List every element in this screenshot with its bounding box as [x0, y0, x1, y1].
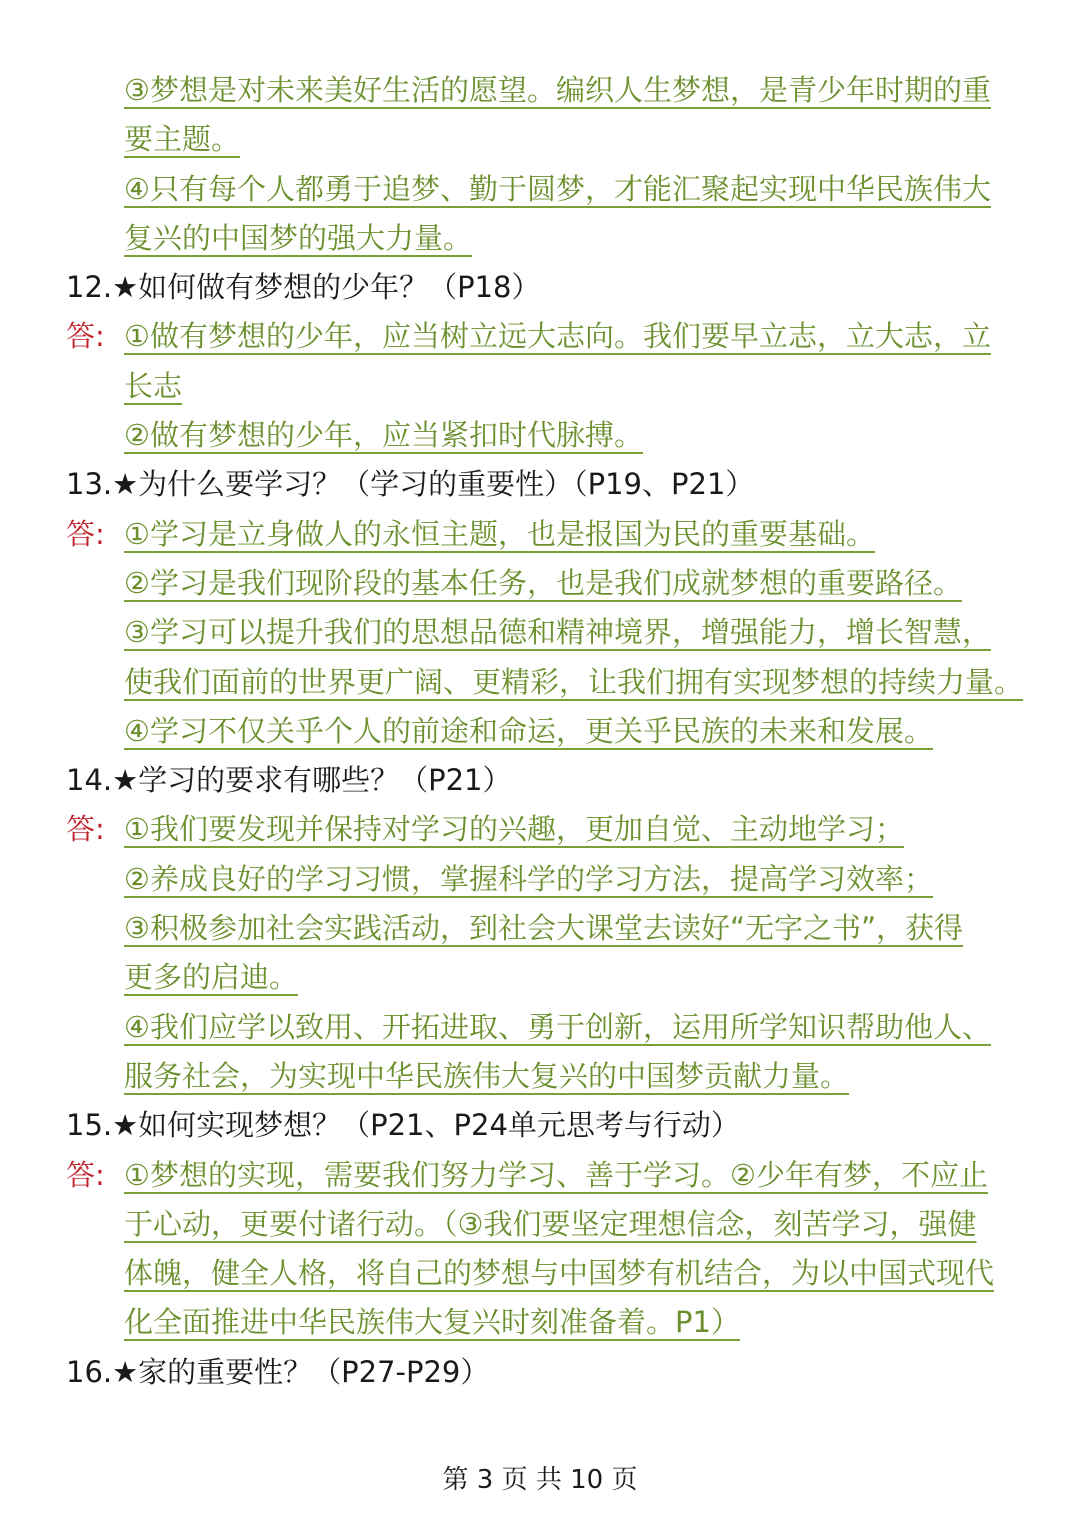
answer-text: ④我们应学以致用、开拓进取、勇于创新，运用所学知识帮助他人、 [124, 1009, 991, 1044]
answer-label: 答: [66, 812, 105, 847]
answer-text: 于心动，更要付诸行动。（③我们要坚定理想信念，刻苦学习，强健 [124, 1206, 977, 1241]
question-15 [0, 1101, 1080, 1150]
answer-line [0, 1200, 1080, 1249]
answer-line [0, 214, 1080, 263]
page-footer: 第 3 页 共 10 页 [442, 1465, 638, 1495]
answer-line [0, 658, 1080, 707]
answer-text: ④只有每个人都勇于追梦、勤于圆梦，才能汇聚起实现中华民族伟大 [124, 171, 991, 206]
question-16 [0, 1348, 1080, 1397]
answer-text: 要主题。 [124, 122, 241, 157]
answer-text: ①我们要发现并保持对学习的兴趣，更加自觉、主动地学习； [124, 812, 904, 847]
answer-text: 体魄，健全人格，将自己的梦想与中国梦有机结合，为以中国式现代 [124, 1256, 995, 1291]
answer-text: ③梦想是对未来美好生活的愿望。编织人生梦想，是青少年时期的重 [124, 73, 991, 107]
answer-line [0, 165, 1080, 214]
question-text: 12.★如何做有梦想的少年？（P18） [66, 270, 541, 305]
question-14 [0, 756, 1080, 805]
answer-line [0, 1003, 1080, 1052]
answer-label: 答: [66, 516, 105, 551]
answer-line [0, 1151, 1080, 1200]
answer-line [0, 855, 1080, 904]
question-text: 15.★如何实现梦想？（P21、P24单元思考与行动） [66, 1108, 740, 1143]
question-text: 14.★学习的要求有哪些？（P21） [66, 763, 512, 798]
answer-line [0, 1298, 1080, 1347]
answer-text: 更多的启迪。 [124, 960, 299, 995]
answer-line [0, 362, 1080, 411]
answer-line [0, 1249, 1080, 1298]
answer-text: 服务社会，为实现中华民族伟大复兴的中国梦贡献力量。 [124, 1058, 850, 1093]
answer-text: 长志 [124, 368, 183, 403]
answer-text: 使我们面前的世界更广阔、更精彩，让我们拥有实现梦想的持续力量。 [124, 664, 1024, 699]
question-12 [0, 263, 1080, 312]
answer-text: ④学习不仅关乎个人的前途和命运，更关乎民族的未来和发展。 [124, 713, 933, 748]
question-13 [0, 460, 1080, 509]
answer-line [0, 805, 1080, 854]
answer-text: ①做有梦想的少年，应当树立远大志向。我们要早立志，立大志，立 [124, 319, 991, 354]
question-text: 16.★家的重要性？（P27-P29） [66, 1354, 490, 1389]
answer-text: ③学习可以提升我们的思想品德和精神境界，增强能力，增长智慧， [124, 615, 991, 650]
answer-line [0, 510, 1080, 559]
answer-line [0, 608, 1080, 657]
answer-line [0, 707, 1080, 756]
document-body [0, 66, 1080, 1397]
answer-line [0, 904, 1080, 953]
answer-text: ②做有梦想的少年，应当紧扣时代脉搏。 [124, 418, 643, 453]
answer-text: 化全面推进中华民族伟大复兴时刻准备着。P1） [124, 1305, 740, 1340]
answer-line [0, 1052, 1080, 1101]
answer-text: ②学习是我们现阶段的基本任务，也是我们成就梦想的重要路径。 [124, 565, 962, 600]
answer-text: 复兴的中国梦的强大力量。 [124, 220, 473, 255]
answer-text: ①学习是立身做人的永恒主题，也是报国为民的重要基础。 [124, 516, 875, 551]
answer-line [0, 312, 1080, 361]
answer-label: 答: [66, 1157, 105, 1192]
answer-line [0, 953, 1080, 1002]
answer-line [0, 115, 1080, 164]
answer-text: ③积极参加社会实践活动，到社会大课堂去读好“无字之书”，获得 [124, 911, 964, 946]
answer-label: 答: [66, 319, 105, 354]
answer-text: ①梦想的实现，需要我们努力学习、善于学习。②少年有梦，不应止 [124, 1157, 988, 1192]
answer-line [0, 559, 1080, 608]
question-text: 13.★为什么要学习？（学习的重要性）（P19、P21） [66, 467, 755, 502]
answer-line [0, 411, 1080, 460]
answer-line [0, 66, 1080, 115]
answer-text: ②养成良好的学习习惯，掌握科学的学习方法，提高学习效率； [124, 861, 933, 896]
